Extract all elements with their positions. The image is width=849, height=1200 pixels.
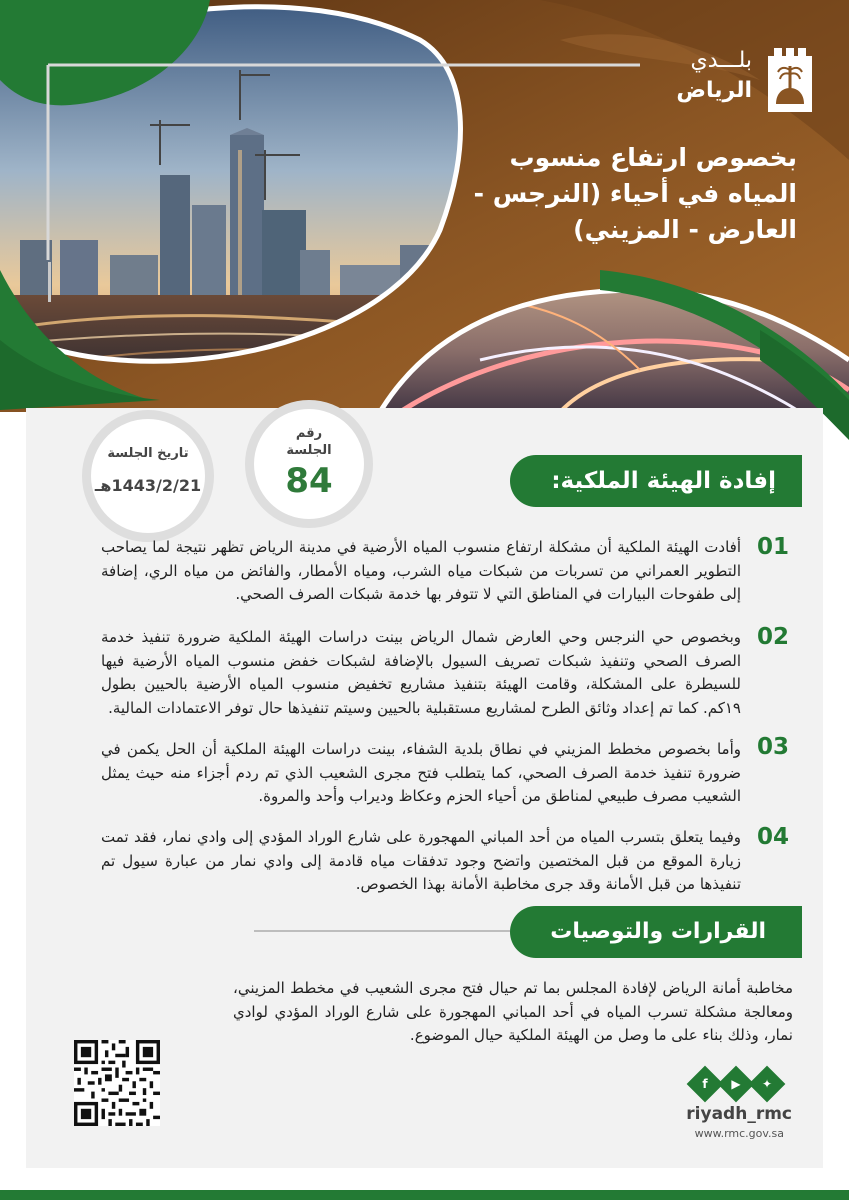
page-title <box>467 140 797 248</box>
logo <box>658 44 818 114</box>
youtube-icon[interactable]: ▶ <box>718 1066 755 1103</box>
item-number: 03 <box>756 734 789 760</box>
facebook-icon[interactable]: f <box>687 1066 724 1103</box>
title-line: العارض - المزيني) <box>573 215 797 244</box>
commission-heading-text: إفادة الهيئة الملكية: <box>551 468 776 494</box>
item-text: وفيما يتعلق بتسرب المياه من أحد المباني المهجورة على شارع الوراد المؤدي إلى وادي نمار، فقد تمت زيارة الموقع من قبل المختصين واتضح وجود تدفقات مياه قادمة إلى وادي نمار من عبارة سيول تم تنفيذها من قبل الأمانة وقد جرى مخاطبة الأمانة بهذا الخصوص. <box>101 828 741 893</box>
title-line: بخصوص ارتفاع منسوب <box>509 143 797 172</box>
item-number: 04 <box>756 824 789 850</box>
decisions-heading-text: القرارات والتوصيات <box>550 919 766 944</box>
decisions-text: مخاطبة أمانة الرياض لإفادة المجلس بما تم حيال فتح مجرى الشعيب في مخطط المزيني، ومعالجة مشكلة تسرب المياه في أحد المباني المهجورة على شارع الوراد المؤدي لوادي نمار، وذلك بناء على ما وصل من الهيئة الملكية حيال الموضوع. <box>233 979 793 1044</box>
logo-line-1: بلـــدي <box>690 48 752 73</box>
qr-code[interactable] <box>74 1040 160 1126</box>
session-date-badge <box>82 410 214 542</box>
item-text: وبخصوص حي النرجس وحي العارض شمال الرياض بينت دراسات الهيئة الملكية ضرورة تنفيذ خدمة الصرف الصحي وتنفيذ شبكات تصريف السيول بالإضافة لشبكات خفض منسوب المياه الأرضية فيها للسيطرة على المشكلة، وقامت الهيئة بتنفيذ مشاريع تخفيض منسوب المياه الأرضية بالحيين بطول ١٩كم. كما تم إعداد وثائق الطرح لمشاريع مستقبلية بالحيين وسيتم تنفيذها حال توفر الاعتمادات المالية. <box>101 628 741 717</box>
item-text: أفادت الهيئة الملكية أن مشكلة ارتفاع منسوب المياه الأرضية في مدينة الرياض تظهر نتيجة لما يصاحب التطوير العمراني من تسربات من شبكات مياه الشرب، ومياه الأمطار، والفائض من مياه الري، إضافة إلى طفوحات البيارات في المناطق التي لا تتوفر بها خدمة شبكات الصرف الصحي. <box>101 538 741 603</box>
logo-emblem-icon <box>762 44 818 112</box>
bottom-bar <box>0 1190 849 1200</box>
twitter-icon[interactable]: ✦ <box>749 1066 786 1103</box>
commission-heading <box>510 455 802 507</box>
item-number: 01 <box>756 534 789 560</box>
logo-line-2: الرياض <box>676 78 752 103</box>
session-date-value: 1443/2/21هـ <box>94 476 202 495</box>
decisions-heading <box>510 906 802 958</box>
session-number-badge <box>245 400 373 528</box>
item-text: وأما بخصوص مخطط المزيني في نطاق بلدية الشفاء، بينت دراسات الهيئة الملكية أن الحل يكمن في ضرورة تنفيذ خدمة الصرف الصحي، كما يتطلب فتح مجرى الشعيب الذي تم ردم أجزاء منه حيث يمثل الشعيب مصرف طبيعي لمناطق من أحياء الحزم وعكاظ وديراب وأحد والمروة. <box>101 740 741 805</box>
title-line: المياه في أحياء (النرجس - <box>473 179 797 208</box>
session-date-label: تاريخ الجلسة <box>107 446 189 461</box>
item-number: 02 <box>756 624 789 650</box>
session-number-label: رقم الجلسة <box>286 426 332 458</box>
website-link[interactable]: www.rmc.gov.sa <box>694 1127 784 1140</box>
session-number-value: 84 <box>285 461 333 501</box>
social-handle[interactable]: riyadh_rmc <box>686 1104 792 1124</box>
